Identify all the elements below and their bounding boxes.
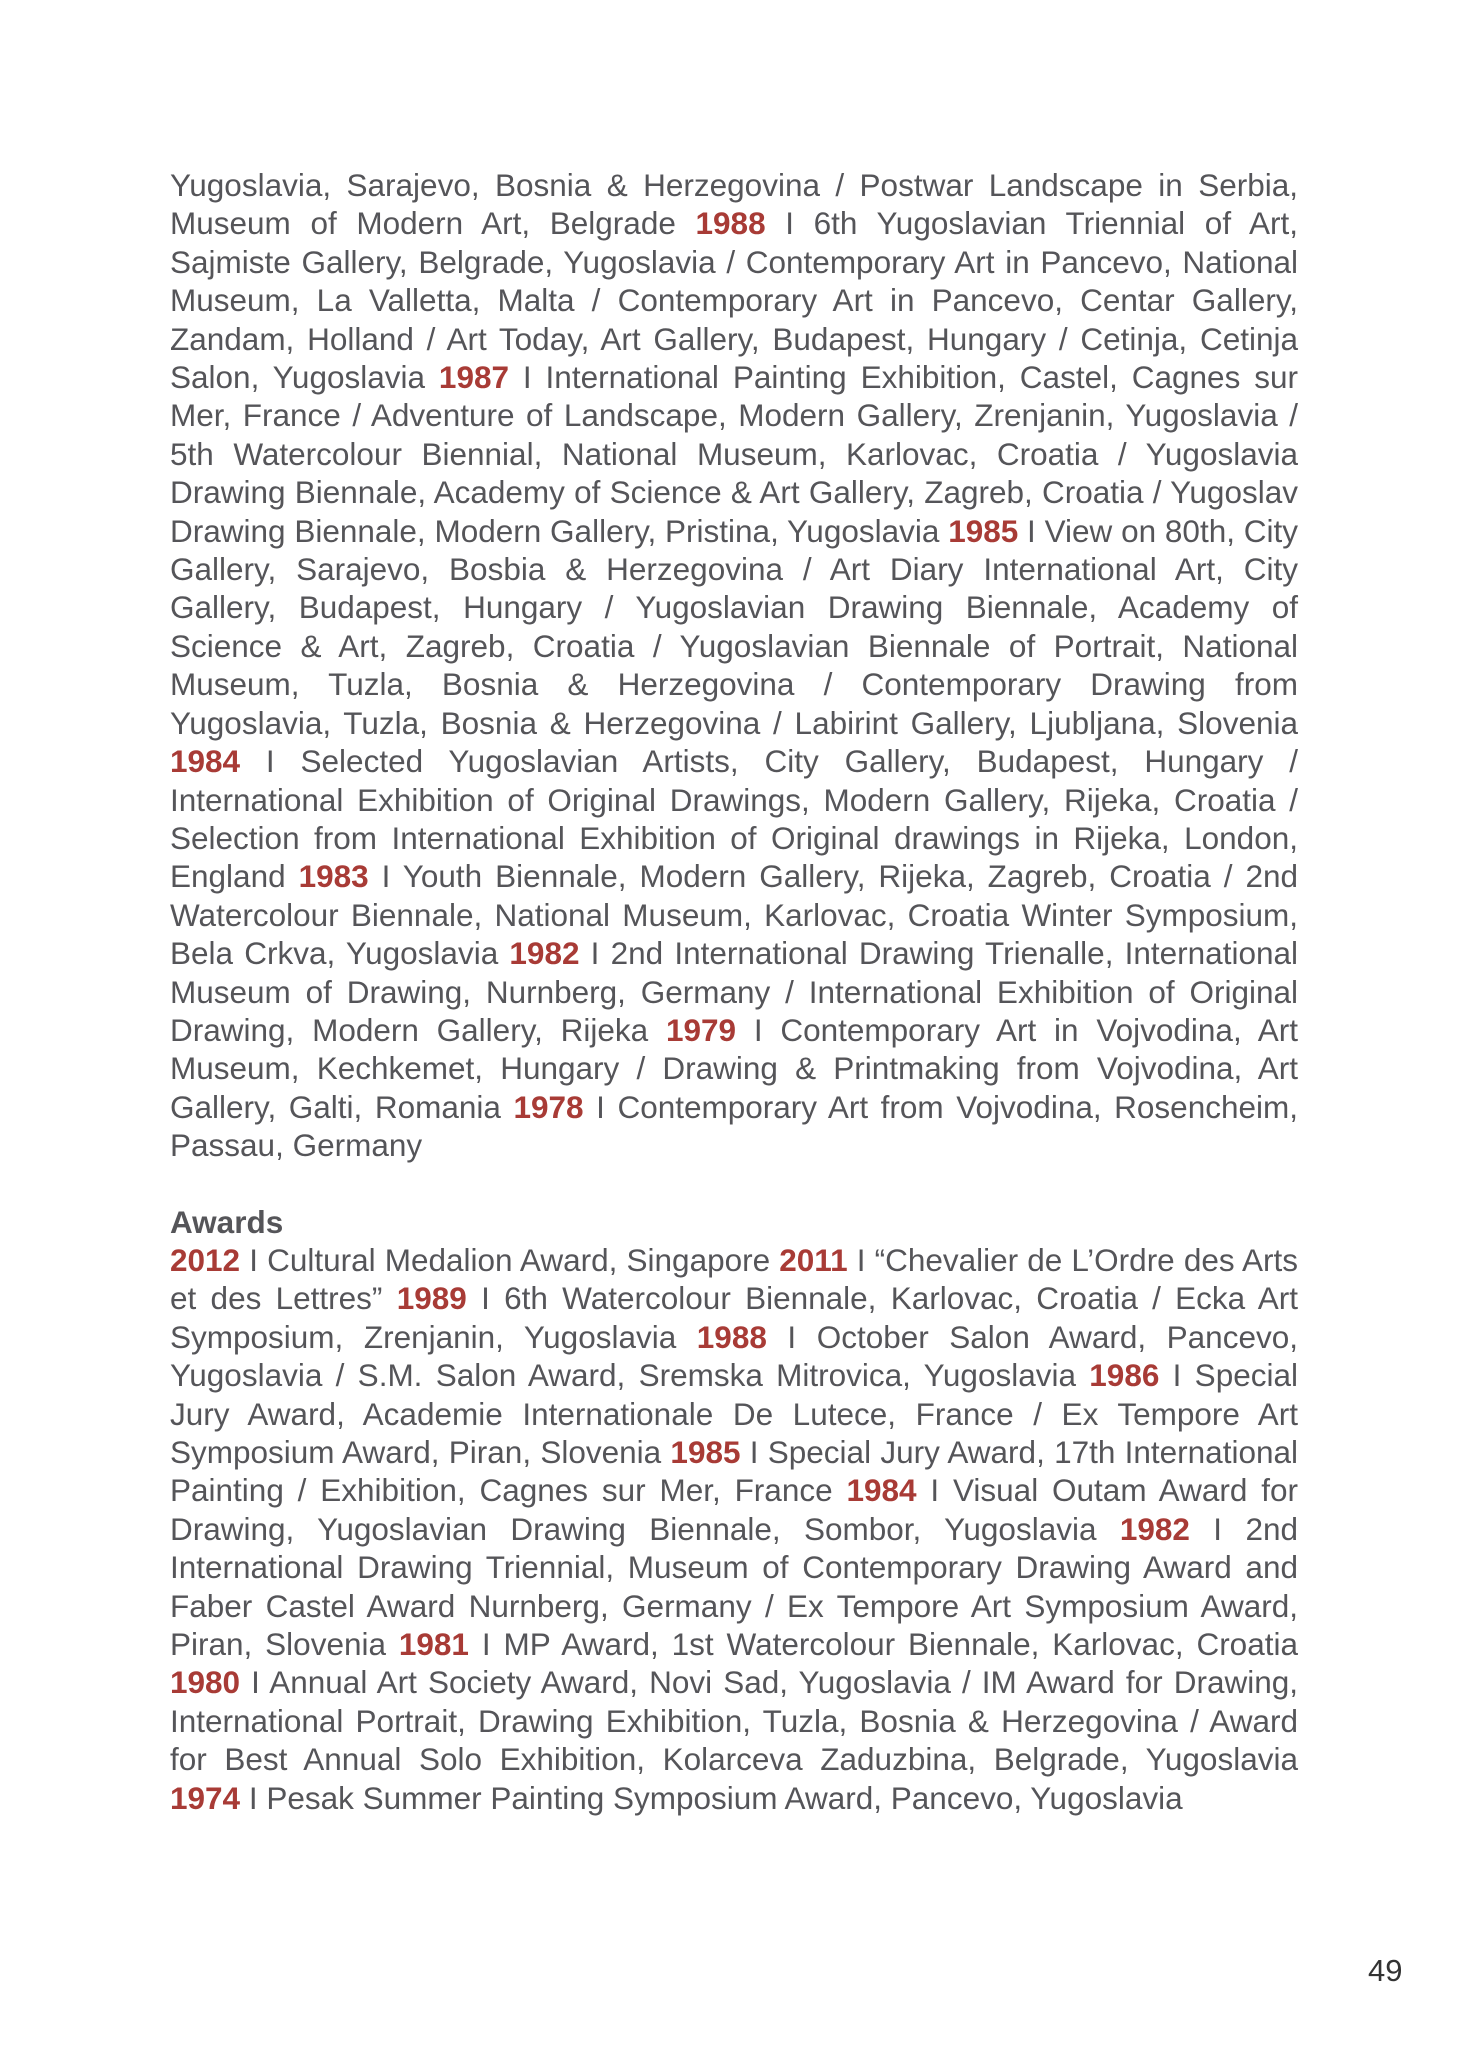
year-label: 1987 <box>438 359 509 396</box>
entry-text: I Contemporary Art in Vojvodina, Art Museum, Kechkemet, Hungary / Drawing & Printmaking from Vojvodina, Art Gallery, Galti, Romania <box>170 1011 1298 1125</box>
year-label: 1989 <box>396 1280 467 1317</box>
year-label: 1988 <box>696 1318 767 1355</box>
entry-text: I Contemporary Art from Vojvodina, Rosencheim, Passau, Germany <box>170 1088 1299 1164</box>
entry-text: I Special Jury Award, Academie Internationale De Lutece, France / Ex Tempore Art Symposium Award, Piran, Slovenia <box>170 1357 1298 1470</box>
entry-text: I 2nd International Drawing Trienalle, International Museum of Drawing, Nurnberg, Germany / International Exhibition of Original Drawing, Modern Gallery, Rijeka <box>170 935 1298 1048</box>
year-label: 1974 <box>170 1779 241 1816</box>
year-label: 1986 <box>1089 1357 1160 1394</box>
year-label: 1984 <box>846 1472 917 1509</box>
entry-text: I Visual Outam Award for Drawing, Yugoslavian Drawing Biennale, Sombor, Yugoslavia <box>170 1472 1298 1547</box>
entry-text: I Special Jury Award, 17th International Painting / Exhibition, Cagnes sur Mer, France <box>170 1434 1299 1509</box>
year-label: 1985 <box>670 1434 741 1470</box>
year-label: 1988 <box>695 205 766 242</box>
year-label: 1984 <box>170 743 241 780</box>
entry-text: Yugoslavia, Sarajevo, Bosnia & Herzegovina / Postwar Landscape in Serbia, Museum of Modern Art, Belgrade <box>170 167 1298 242</box>
year-label: 1978 <box>513 1088 584 1125</box>
awards-paragraph <box>170 1241 1298 1817</box>
year-label: 2011 <box>779 1241 848 1278</box>
page-content <box>170 166 1298 1817</box>
year-label: 1979 <box>665 1011 737 1048</box>
entry-text: I 2nd International Drawing Triennial, Museum of Contemporary Drawing Award and Faber Castel Award Nurnberg, Germany / Ex Tempore Art Symposium Award, Piran, Slovenia <box>170 1510 1298 1663</box>
year-label: 1982 <box>509 935 580 972</box>
year-label: 1981 <box>398 1626 469 1663</box>
entry-text: I “Chevalier de L’Ordre des Arts et des Lettres” <box>170 1241 1298 1317</box>
entry-text: I October Salon Award, Pancevo, Yugoslavia / S.M. Salon Award, Sremska Mitrovica, Yugoslavia <box>170 1318 1298 1394</box>
page-number: 49 <box>1368 1953 1403 1988</box>
entry-text: I Annual Art Society Award, Novi Sad, Yugoslavia / IM Award for Drawing, International Portrait, Drawing Exhibition, Tuzla, Bosnia & Herzegovina / Award for Best Annual Solo Exhibition, Kolarceva Zaduzbina, Belgrade, Yugoslavia <box>170 1664 1298 1778</box>
year-label: 2012 <box>170 1241 241 1278</box>
entry-text: I International Painting Exhibition, Castel, Cagnes sur Mer, France / Adventure of Landscape, Modern Gallery, Zrenjanin, Yugoslavia / 5th Watercolour Biennial, National Museum, Karlovac, Croatia / Yugoslavia Drawing Biennale, Academy of Science & Art Gallery, Zagreb, Croatia / Yugoslav Drawing Biennale, Modern Gallery, Pristina, Yugoslavia <box>170 359 1298 549</box>
awards-heading: Awards <box>170 1203 284 1240</box>
entry-text: I Cultural Medalion Award, Singapore <box>240 1241 780 1278</box>
year-label: 1983 <box>298 858 369 895</box>
entry-text: I 6th Watercolour Biennale, Karlovac, Croatia / Ecka Art Symposium, Zrenjanin, Yugoslavia <box>170 1280 1298 1355</box>
entry-text: I MP Award, 1st Watercolour Biennale, Karlovac, Croatia <box>468 1626 1298 1663</box>
entry-text: I Pesak Summer Painting Symposium Award, Pancevo, Yugoslavia <box>240 1779 1183 1816</box>
exhibitions-paragraph <box>170 166 1298 1165</box>
year-label: 1985 <box>948 512 1019 549</box>
year-label: 1982 <box>1119 1510 1190 1547</box>
entry-text: I View on 80th, City Gallery, Sarajevo, Bosbia & Herzegovina / Art Diary International Art, City Gallery, Budapest, Hungary / Yugoslavian Drawing Biennale, Academy of Science & Art, Zagreb, Croatia / Yugoslavian Biennale of Portrait, National Museum, Tuzla, Bosnia & Herzegovina / Contemporary Drawing from Yugoslavia, Tuzla, Bosnia & Herzegovina / Labirint Gallery, Ljubljana, Slovenia <box>170 512 1298 741</box>
year-label: 1980 <box>170 1664 241 1701</box>
entry-text: I Youth Biennale, Modern Gallery, Rijeka, Zagreb, Croatia / 2nd Watercolour Biennale, National Museum, Karlovac, Croatia Winter Symposium, Bela Crkva, Yugoslavia <box>170 858 1298 972</box>
entry-text: I 6th Yugoslavian Triennial of Art, Sajmiste Gallery, Belgrade, Yugoslavia / Contemporary Art in Pancevo, National Museum, La Valletta, Malta / Contemporary Art in Pancevo, Centar Gallery, Zandam, Holland / Art Today, Art Gallery, Budapest, Hungary / Cetinja, Cetinja Salon, Yugoslavia <box>170 205 1298 396</box>
entry-text: I Selected Yugoslavian Artists, City Gallery, Budapest, Hungary / International Exhibition of Original Drawings, Modern Gallery, Rijeka, Croatia / Selection from International Exhibition of Original drawings in Rijeka, London, England <box>170 743 1298 895</box>
